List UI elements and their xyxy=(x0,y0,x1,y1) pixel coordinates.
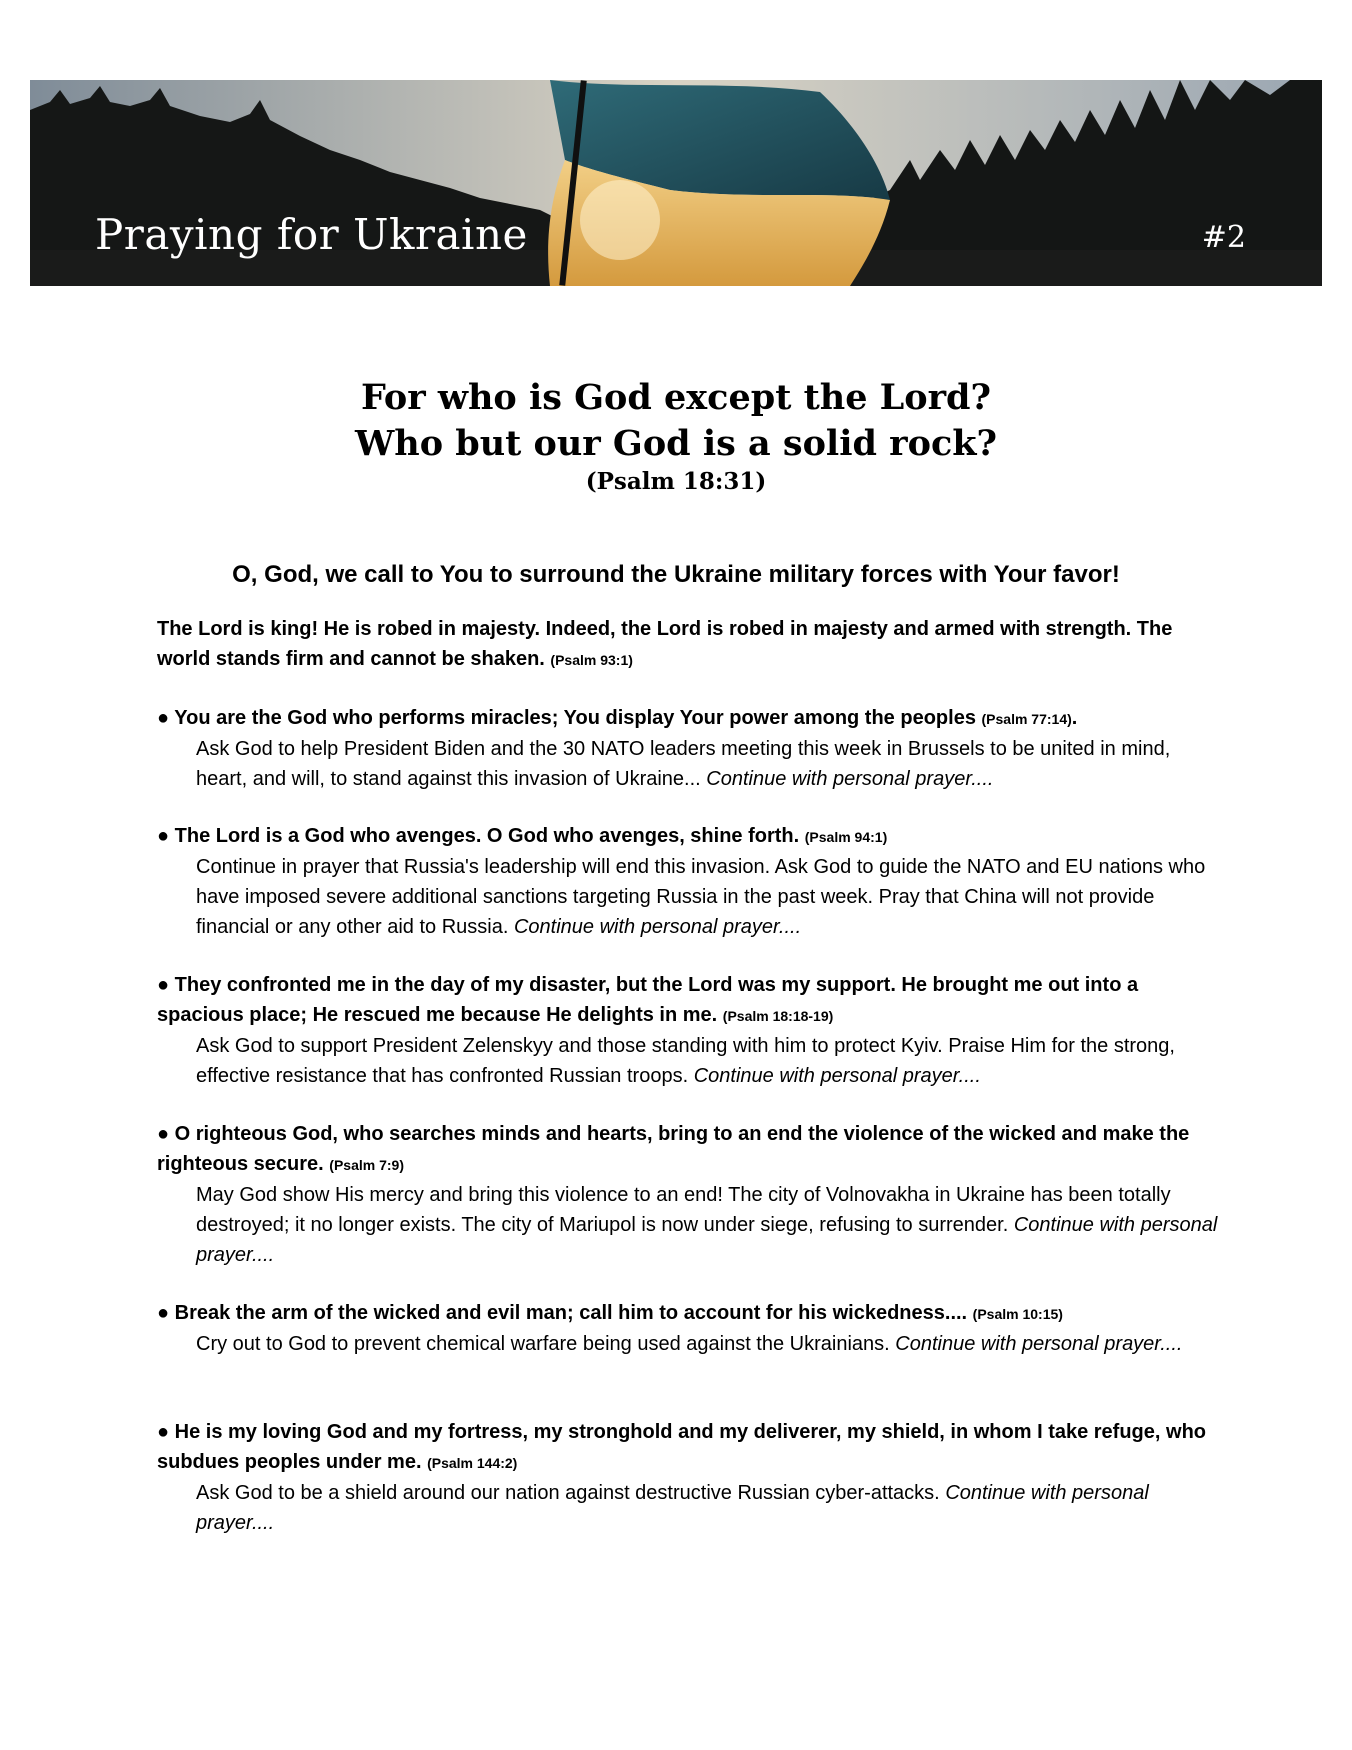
section-body xyxy=(196,1031,1222,1091)
verse-reference: (Psalm 18:31) xyxy=(585,468,767,495)
section-reference: (Psalm 94:1) xyxy=(804,829,888,845)
prayer-section xyxy=(157,970,1222,1091)
bullet: ● xyxy=(157,1421,170,1443)
intro-text: The Lord is king! He is robed in majesty. Indeed, the Lord is robed in majesty and armed with strength. The world stands firm and cannot be shaken. xyxy=(157,618,1173,670)
section-reference: (Psalm 144:2) xyxy=(427,1455,518,1471)
section-body-text: Continue in prayer that Russia's leadership will end this invasion. Ask God to guide the NATO and EU nations who have imposed severe additional sanctions targeting Russia in the past week. Pray that China will not provide financial or any other aid to Russia. xyxy=(196,856,1206,938)
section-body-text: Ask God to help President Biden and the 30 NATO leaders meeting this week in Brussels to be united in mind, heart, and will, to stand against this invasion of Ukraine... xyxy=(196,738,1171,790)
verse-line-2: Who but our God is a solid rock? xyxy=(354,423,998,464)
section-heading xyxy=(157,821,1222,852)
section-body-text: Ask God to be a shield around our nation against destructive Russian cyber-attacks. xyxy=(196,1482,940,1504)
prayer-section xyxy=(157,821,1222,942)
section-heading-text: You are the God who performs miracles; You display Your power among the peoples xyxy=(174,707,976,729)
section-body xyxy=(196,852,1222,942)
issue-number: #2 xyxy=(1201,220,1246,255)
section-heading xyxy=(157,1417,1222,1478)
section-body xyxy=(196,734,1222,794)
section-body xyxy=(196,1478,1222,1538)
section-closing: Continue with personal prayer.... xyxy=(706,768,994,790)
bullet: ● xyxy=(157,707,170,729)
section-reference: (Psalm 77:14) xyxy=(981,711,1072,727)
section-heading xyxy=(157,1119,1222,1180)
section-body-text: Cry out to God to prevent chemical warfare being used against the Ukrainians. xyxy=(196,1333,890,1355)
prayer-section xyxy=(157,1417,1222,1538)
section-body xyxy=(196,1329,1222,1359)
intro-paragraph xyxy=(157,614,1207,675)
bullet: ● xyxy=(157,825,170,847)
section-closing: Continue with personal prayer.... xyxy=(513,916,802,938)
bullet: ● xyxy=(157,1302,170,1324)
section-closing: Continue with personal prayer.... xyxy=(895,1333,1183,1355)
section-reference: (Psalm 10:15) xyxy=(972,1306,1063,1322)
section-body xyxy=(196,1180,1222,1270)
section-body-text: May God show His mercy and bring this violence to an end! The city of Volnovakha in Ukraine has been totally destroyed; it no longer exists. The city of Mariupol is now under siege, refusing to surrender. xyxy=(196,1184,1171,1236)
intro-reference: (Psalm 93:1) xyxy=(550,652,633,668)
header-banner xyxy=(30,80,1322,286)
prayer-section xyxy=(157,703,1222,794)
section-heading-period: . xyxy=(1071,707,1078,729)
section-heading-text: He is my loving God and my fortress, my stronghold and my deliverer, my shield, in whom I take refuge, who subdues peoples under me. xyxy=(157,1421,1207,1473)
banner-title: Praying for Ukraine xyxy=(95,210,528,259)
scripture-verse xyxy=(0,375,1352,497)
bullet: ● xyxy=(157,974,170,996)
section-reference: (Psalm 18:18-19) xyxy=(722,1008,834,1024)
section-heading-text: They confronted me in the day of my disaster, but the Lord was my support. He brought me out into a spacious place; He rescued me because He delights in me. xyxy=(157,974,1139,1026)
section-closing: Continue with personal prayer.... xyxy=(196,1214,1218,1266)
section-heading-text: Break the arm of the wicked and evil man; call him to account for his wickedness.... xyxy=(174,1302,968,1324)
prayer-section xyxy=(157,1298,1222,1359)
section-heading-text: The Lord is a God who avenges. O God who avenges, shine forth. xyxy=(174,825,800,847)
section-body-text: Ask God to support President Zelenskyy and those standing with him to protect Kyiv. Praise Him for the strong, effective resistance that has confronted Russian troops. xyxy=(196,1035,1175,1087)
prayer-section xyxy=(157,1119,1222,1270)
verse-line-1: For who is God except the Lord? xyxy=(360,377,992,418)
section-heading xyxy=(157,1298,1222,1329)
section-heading xyxy=(157,703,1222,734)
section-heading xyxy=(157,970,1222,1031)
bullet: ● xyxy=(157,1123,170,1145)
section-closing: Continue with personal prayer.... xyxy=(196,1482,1149,1534)
section-reference: (Psalm 7:9) xyxy=(329,1157,404,1173)
section-closing: Continue with personal prayer.... xyxy=(693,1065,981,1087)
section-heading-text: O righteous God, who searches minds and hearts, bring to an end the violence of the wicked and make the righteous secure. xyxy=(157,1123,1190,1175)
page-headline: O, God, we call to You to surround the Ukraine military forces with Your favor! xyxy=(232,561,1120,588)
